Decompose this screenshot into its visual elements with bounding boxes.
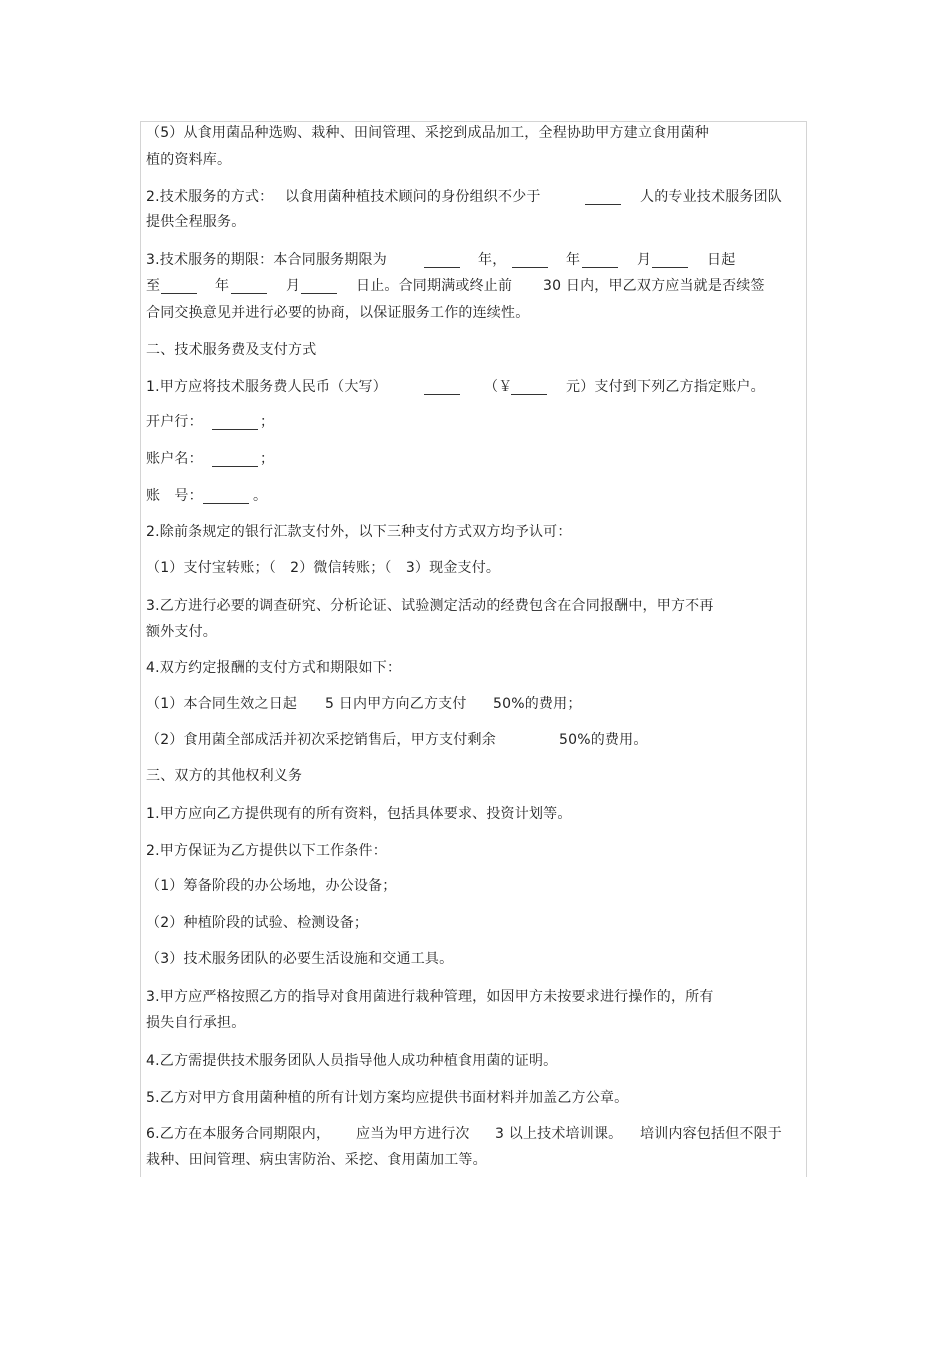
- clause-line: 合同交换意见并进行必要的协商，以保证服务工作的连续性。: [146, 305, 530, 321]
- bank-label: 开户行：: [146, 414, 203, 430]
- fee-words-blank[interactable]: [424, 380, 460, 395]
- clause-line: 应当为甲方进行次: [356, 1126, 470, 1142]
- table-left-border: [140, 121, 141, 1177]
- start-year-blank[interactable]: [512, 253, 548, 268]
- clause-line: （￥: [484, 379, 513, 395]
- clause-line: 日起: [707, 252, 736, 268]
- team-size-blank[interactable]: [585, 190, 621, 205]
- clause-line: （2）种植阶段的试验、检测设备；: [146, 915, 369, 931]
- clause-line: （3）技术服务团队的必要生活设施和交通工具。: [146, 951, 454, 967]
- bank-blank[interactable]: [212, 415, 258, 430]
- clause-line: 以食用菌种植技术顾问的身份组织不少于: [285, 189, 541, 205]
- clause-line: 3.乙方进行必要的调查研究、分析论证、试验测定活动的经费包含在合同报酬中，甲方不再: [146, 598, 714, 614]
- clause-line: 人的专业技术服务团队: [640, 189, 782, 205]
- clause-line: 50%的费用；: [493, 696, 582, 712]
- clause-line: 提供全程服务。: [146, 214, 246, 230]
- punct: ；: [260, 414, 275, 430]
- account-name-label: 账户名：: [146, 451, 203, 467]
- clause-line: 4.双方约定报酬的支付方式和期限如下：: [146, 660, 402, 676]
- clause-line: 年: [215, 278, 230, 294]
- clause-line: （1）筹备阶段的办公场地，办公设备；: [146, 878, 397, 894]
- end-day-blank[interactable]: [301, 279, 337, 294]
- clause-line: 栽种、田间管理、病虫害防治、采挖、食用菌加工等。: [146, 1152, 487, 1168]
- clause-line: 30 日内，甲乙双方应当就是否续签: [543, 278, 765, 294]
- table-top-border: [140, 121, 807, 122]
- clause-line: 植的资料库。: [146, 152, 232, 168]
- clause-line: 1.甲方应向乙方提供现有的所有资料，包括具体要求、投资计划等。: [146, 806, 572, 822]
- account-number-label: 账 号：: [146, 488, 203, 504]
- clause-line: （2）食用菌全部成活并初次采挖销售后，甲方支付剩余: [146, 732, 496, 748]
- table-right-border: [806, 121, 807, 1177]
- clause-line: 3 以上技术培训课。: [495, 1126, 623, 1142]
- fee-amount-blank[interactable]: [511, 380, 547, 395]
- clause-line: 元）支付到下列乙方指定账户。: [566, 379, 765, 395]
- clause-line: （1）支付宝转账；（ 2）微信转账；（ 3）现金支付。: [146, 560, 501, 576]
- clause-line: 年，: [478, 252, 507, 268]
- clause-line: 2.技术服务的方式：: [146, 189, 274, 205]
- punct: 。: [253, 488, 268, 504]
- punct: ；: [260, 451, 275, 467]
- start-day-blank[interactable]: [652, 253, 688, 268]
- clause-line: 5 日内甲方向乙方支付: [325, 696, 467, 712]
- clause-line: 日止。合同期满或终止前: [356, 278, 513, 294]
- start-month-blank[interactable]: [582, 253, 618, 268]
- clause-line: 6.乙方在本服务合同期限内，: [146, 1126, 331, 1142]
- end-year-blank[interactable]: [161, 279, 197, 294]
- years-blank[interactable]: [424, 253, 460, 268]
- clause-line: 3.甲方应严格按照乙方的指导对食用菌进行栽种管理，如因甲方未按要求进行操作的，所有: [146, 989, 714, 1005]
- clause-line: 5.乙方对甲方食用菌种植的所有计划方案均应提供书面材料并加盖乙方公章。: [146, 1090, 629, 1106]
- clause-line: 1.甲方应将技术服务费人民币（大写）: [146, 379, 387, 395]
- clause-line: 月: [286, 278, 301, 294]
- end-month-blank[interactable]: [231, 279, 267, 294]
- clause-line: 50%的费用。: [559, 732, 648, 748]
- clause-line: 月: [637, 252, 652, 268]
- clause-line: 额外支付。: [146, 624, 217, 640]
- clause-line: 至: [146, 278, 161, 294]
- clause-line: 3.技术服务的期限：本合同服务期限为: [146, 252, 387, 268]
- clause-line: 2.除前条规定的银行汇款支付外，以下三种支付方式双方均予认可：: [146, 524, 572, 540]
- clause-line: 2.甲方保证为乙方提供以下工作条件：: [146, 843, 387, 859]
- clause-line: （5）从食用菌品种选购、栽种、田间管理、采挖到成品加工，全程协助甲方建立食用菌种: [146, 125, 709, 141]
- clause-line: 年: [566, 252, 581, 268]
- clause-line: （1）本合同生效之日起: [146, 696, 298, 712]
- clause-line: 4.乙方需提供技术服务团队人员指导他人成功种植食用菌的证明。: [146, 1053, 558, 1069]
- section-heading: 三、双方的其他权利义务: [146, 768, 303, 784]
- account-number-blank[interactable]: [203, 489, 249, 504]
- section-heading: 二、技术服务费及支付方式: [146, 342, 317, 358]
- clause-line: 损失自行承担。: [146, 1015, 246, 1031]
- account-name-blank[interactable]: [212, 452, 258, 467]
- clause-line: 培训内容包括但不限于: [640, 1126, 782, 1142]
